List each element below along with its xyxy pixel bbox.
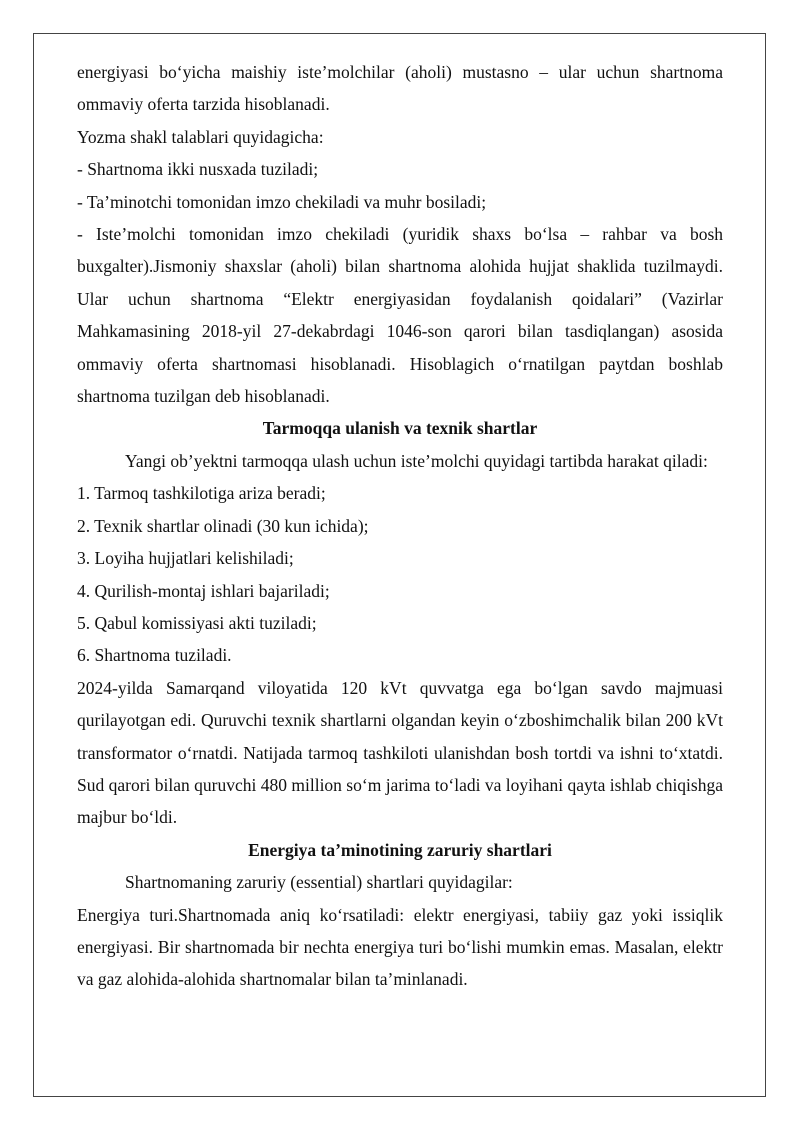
list-item: 3. Loyiha hujjatlari kelishiladi;	[77, 548, 294, 569]
section-heading-network-connection: Tarmoqqa ulanish va texnik shartlar	[262, 418, 538, 439]
list-item: 2. Texnik shartlar olinadi (30 kun ichida);	[77, 515, 369, 536]
requirement-consumer-signature: - Isteʼmolchi tomonidan imzo chekiladi (yuridik shaxs boʻlsa – rahbar va bosh buxgalter).Jismoniy shaxslar (aholi) bilan shartnoma alohida hujjat shaklida tuzilmaydi. Ular uchun shartnoma “Elektr energiyasidan foydalanish qoidalari” (Vazirlar Mahkamasining 2018-yil 27-dekabrdagi 1046-son qarori bilan tasdiqlangan) asosida ommaviy oferta shartnomasi hisoblanadi. Hisoblagich oʻrnatilgan paytdan boshlab shartnoma tuzilgan deb hisoblanadi.	[77, 224, 723, 407]
list-item: 6. Shartnoma tuziladi.	[77, 645, 232, 666]
paragraph-energy-type: Energiya turi.Shartnomada aniq koʻrsatiladi: elektr energiyasi, tabiiy gaz yoki issiqlik energiyasi. Bir shartnomada bir nechta energiya turi boʻlishi mumkin emas. Masalan, elektr va gaz alohida-alohida shartnomalar bilan taʼminlanadi.	[77, 904, 723, 990]
list-item: 1. Tarmoq tashkilotiga ariza beradi;	[77, 483, 326, 504]
list-item: 4. Qurilish-montaj ishlari bajariladi;	[77, 580, 330, 601]
paragraph-essential-terms-intro: Shartnomaning zaruriy (essential) shartlari quyidagilar:	[125, 872, 513, 893]
list-item: 5. Qabul komissiyasi akti tuziladi;	[77, 612, 317, 633]
paragraph-oferta: energiyasi boʻyicha maishiy isteʼmolchilar (aholi) mustasno – ular uchun shartnoma ommaviy oferta tarzida hisoblanadi.	[77, 62, 723, 115]
requirement-two-copies: - Shartnoma ikki nusxada tuziladi;	[77, 159, 319, 180]
paragraph-written-form: Yozma shakl talablari quyidagicha:	[77, 126, 324, 147]
section-heading-essential-terms: Energiya taʼminotining zaruriy shartlari	[248, 839, 552, 860]
document-body	[77, 56, 723, 996]
paragraph-connection-procedure: Yangi obʼyektni tarmoqqa ulash uchun isteʼmolchi quyidagi tartibda harakat qiladi:	[125, 450, 708, 471]
requirement-supplier-signature: - Taʼminotchi tomonidan imzo chekiladi va muhr bosiladi;	[77, 191, 487, 212]
paragraph-case-example: 2024-yilda Samarqand viloyatida 120 kVt quvvatga ega boʻlgan savdo majmuasi qurilayotgan edi. Quruvchi texnik shartlarni olgandan keyin oʻzboshimchalik bilan 200 kVt transformator oʻrnatdi. Natijada tarmoq tashkiloti ulanishdan bosh tortdi va ishni toʻxtatdi. Sud qarori bilan quruvchi 480 million soʻm jarima toʻladi va loyihani qayta ishlab chiqishga majbur boʻldi.	[77, 677, 723, 828]
